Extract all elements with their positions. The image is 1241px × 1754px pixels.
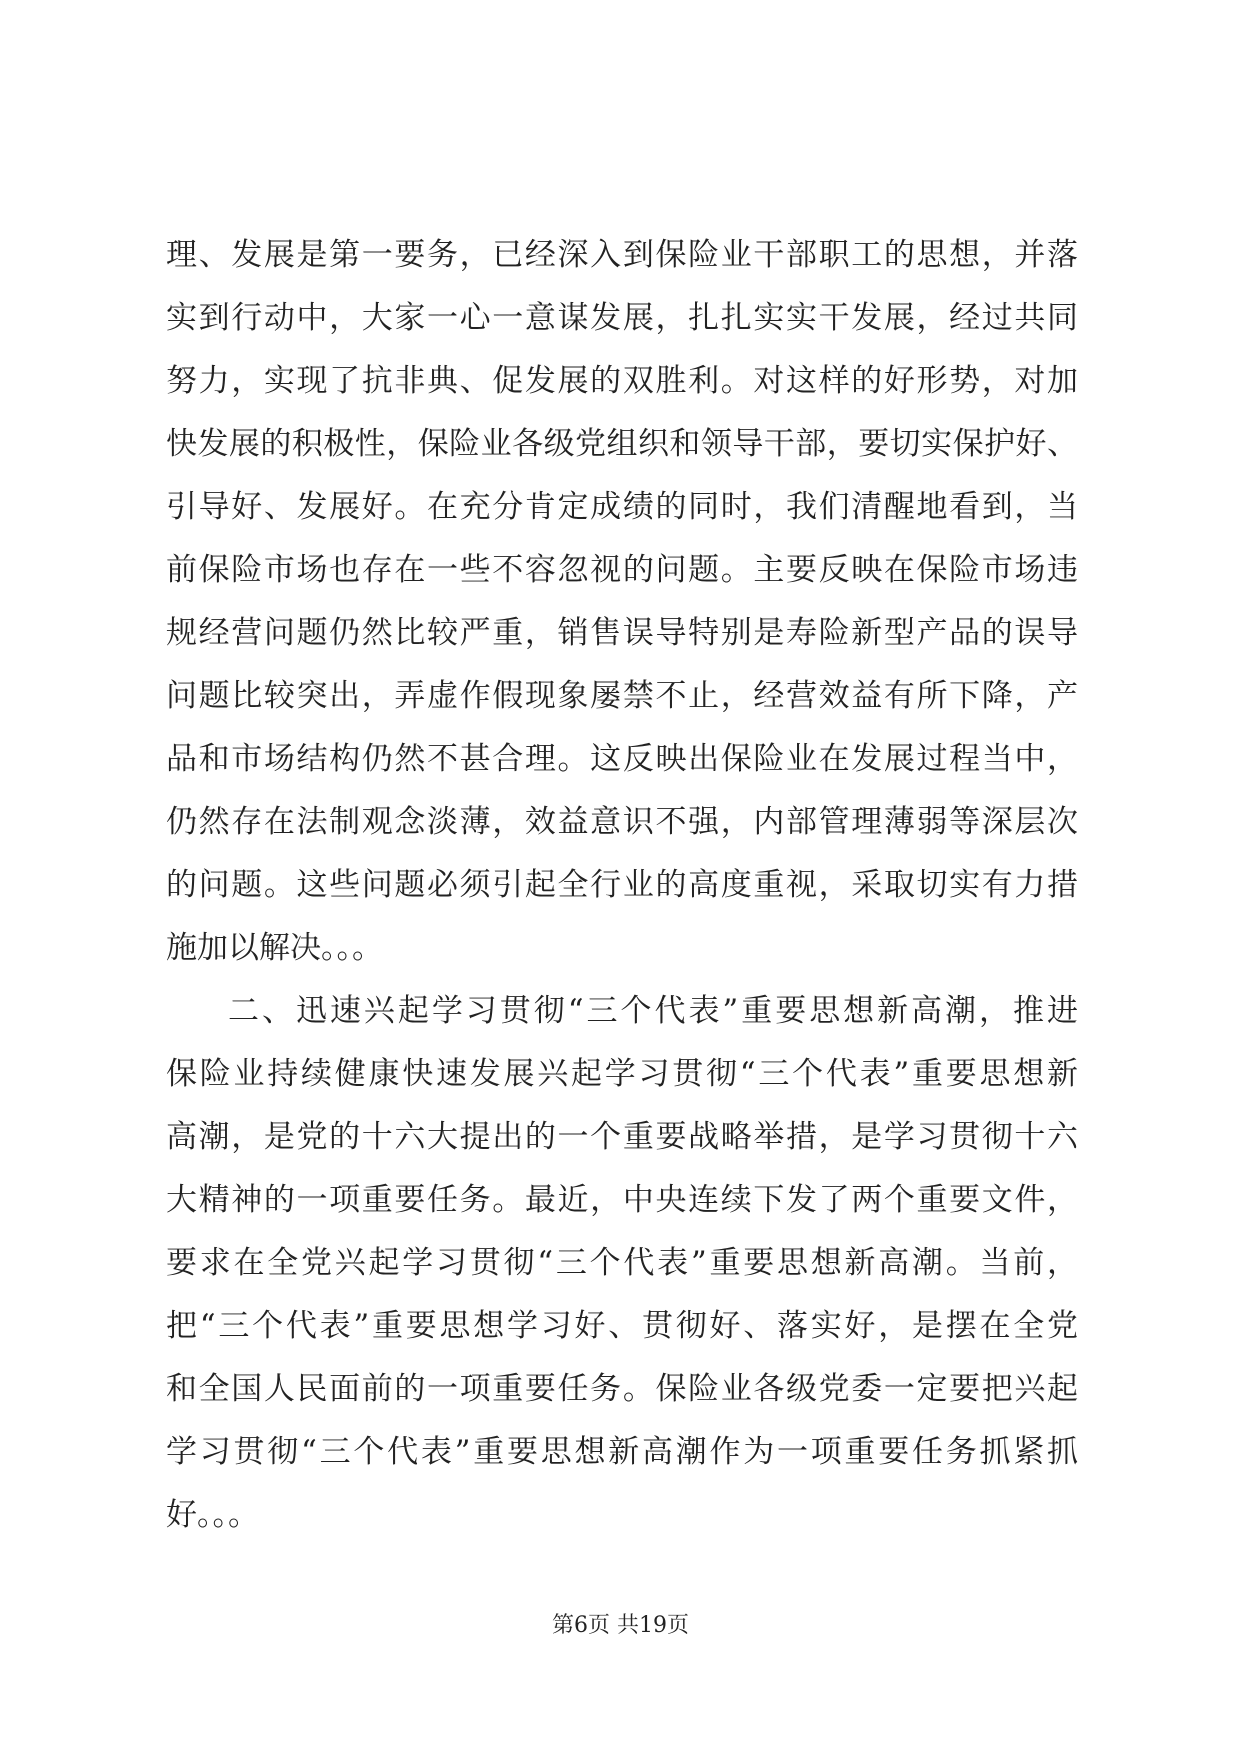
paragraph-1 xyxy=(166,224,1078,980)
text-line: 理、发展是第一要务，已经深入到保险业干部职工的思想，并落 xyxy=(166,237,1078,273)
text-line: 二、迅速兴起学习贯彻“三个代表”重要思想新高潮，推进 xyxy=(228,993,1078,1029)
text-line: 保险业持续健康快速发展兴起学习贯彻“三个代表”重要思想新 xyxy=(166,1056,1078,1092)
text-line: 快发展的积极性，保险业各级党组织和领导干部，要切实保护好、 xyxy=(166,426,1078,462)
text-line: 实到行动中，大家一心一意谋发展，扎扎实实干发展，经过共同 xyxy=(166,300,1078,336)
body-text xyxy=(166,224,1078,1547)
text-line: 努力，实现了抗非典、促发展的双胜利。对这样的好形势，对加 xyxy=(166,363,1078,399)
text-line: 要求在全党兴起学习贯彻“三个代表”重要思想新高潮。当前， xyxy=(166,1245,1078,1281)
text-line: 问题比较突出，弄虚作假现象屡禁不止，经营效益有所下降，产 xyxy=(166,678,1078,714)
text-line: 学习贯彻“三个代表”重要思想新高潮作为一项重要任务抓紧抓 xyxy=(166,1434,1078,1470)
text-line: 仍然存在法制观念淡薄，效益意识不强，内部管理薄弱等深层次 xyxy=(166,804,1078,840)
text-line: 好。。。 xyxy=(166,1497,259,1533)
page-number: 第6页 共19页 xyxy=(552,1613,689,1638)
text-line: 高潮，是党的十六大提出的一个重要战略举措，是学习贯彻十六 xyxy=(166,1119,1078,1155)
text-line: 的问题。这些问题必须引起全行业的高度重视，采取切实有力措 xyxy=(166,867,1078,903)
text-line: 品和市场结构仍然不甚合理。这反映出保险业在发展过程当中， xyxy=(166,741,1078,777)
text-line: 把“三个代表”重要思想学习好、贯彻好、落实好，是摆在全党 xyxy=(166,1308,1078,1344)
paragraph-2 xyxy=(166,980,1078,1547)
text-line: 规经营问题仍然比较严重，销售误导特别是寿险新型产品的误导 xyxy=(166,615,1078,651)
text-line: 大精神的一项重要任务。最近，中央连续下发了两个重要文件， xyxy=(166,1182,1078,1218)
text-line: 施加以解决。。。 xyxy=(166,930,383,966)
text-line: 前保险市场也存在一些不容忽视的问题。主要反映在保险市场违 xyxy=(166,552,1078,588)
text-line: 和全国人民面前的一项重要任务。保险业各级党委一定要把兴起 xyxy=(166,1371,1078,1407)
text-line: 引导好、发展好。在充分肯定成绩的同时，我们清醒地看到，当 xyxy=(166,489,1078,525)
